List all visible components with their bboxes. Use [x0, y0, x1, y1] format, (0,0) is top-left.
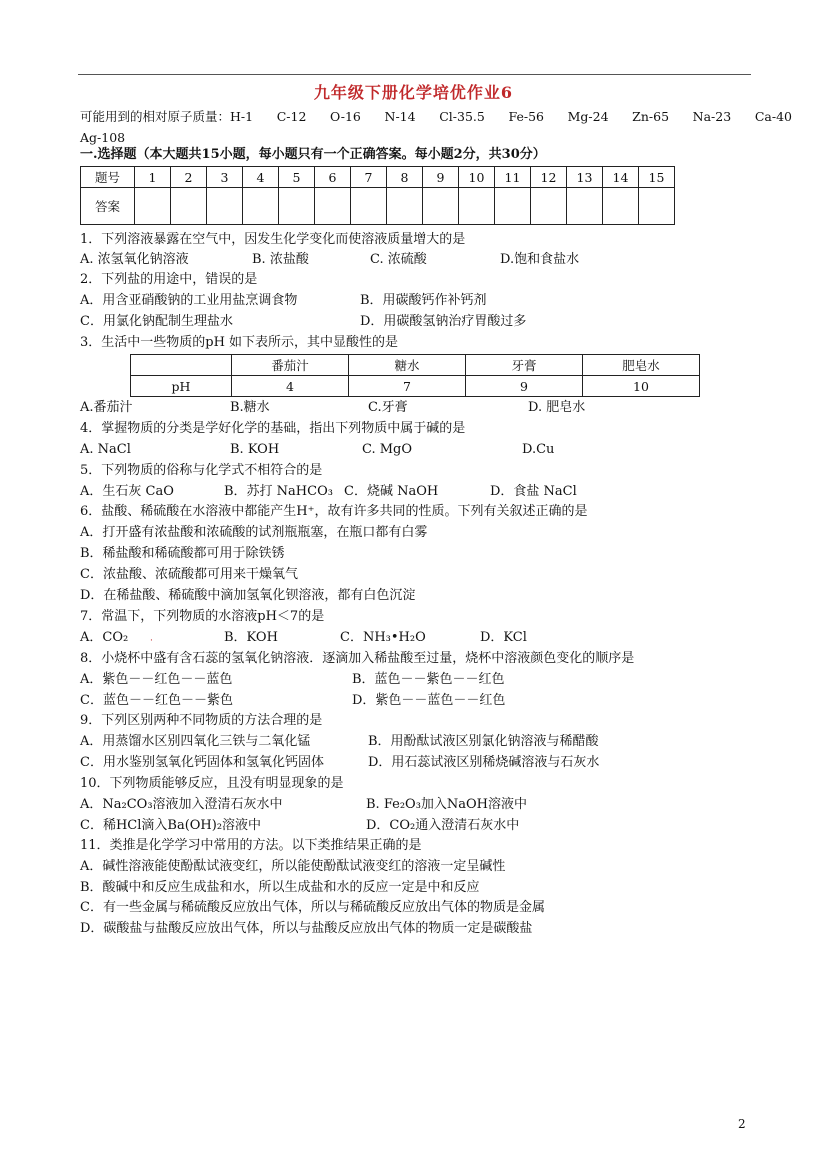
ph-table-header: 牙膏: [466, 355, 583, 376]
option-b: B. KOH: [230, 442, 280, 457]
question-6-stem: 6．盐酸、稀硫酸在水溶液中都能产生H⁺，故有许多共同的性质。下列有关叙述正确的是: [80, 504, 588, 519]
question-number: 11: [495, 167, 531, 188]
answer-cell[interactable]: [603, 188, 639, 225]
option-d: D．碳酸盐与盐酸反应放出气体，所以与盐酸反应放出气体的物质一定是碳酸盐: [80, 921, 533, 936]
option-a: A．打开盛有浓盐酸和浓硫酸的试剂瓶瓶塞，在瓶口都有白雾: [80, 525, 428, 540]
answer-cell[interactable]: [315, 188, 351, 225]
option-d: D．CO₂通入澄清石灰水中: [366, 818, 520, 833]
question-number: 8: [387, 167, 423, 188]
question-2-stem: 2．下列盐的用途中，错误的是: [80, 272, 258, 287]
option-a: A. 浓氢氧化钠溶液: [80, 252, 189, 267]
masses-label: 可能用到的相对原子质量：H-1: [80, 109, 254, 124]
mass-item: Cl-35.5: [439, 109, 485, 124]
atomic-masses: [80, 106, 792, 148]
option-a: A.番茄汁: [80, 400, 133, 415]
option-c: C．用氯化钠配制生理盐水: [80, 314, 233, 329]
question-number: 6: [315, 167, 351, 188]
option-b: B. Fe₂O₃加入NaOH溶液中: [366, 797, 528, 812]
ph-table-header: 肥皂水: [583, 355, 700, 376]
question-4-stem: 4．掌握物质的分类是学好化学的基础，指出下列物质中属于碱的是: [80, 421, 466, 436]
mass-item: Mg-24: [567, 109, 609, 124]
ph-value: 4: [232, 376, 349, 397]
option-c: C. MgO: [362, 442, 413, 457]
masses-wrap: Ag-108: [80, 130, 126, 145]
page-number: 2: [738, 1117, 746, 1131]
answer-cell[interactable]: [639, 188, 675, 225]
option-d: D．食盐 NaCl: [490, 484, 577, 499]
option-d: D.Cu: [522, 442, 555, 457]
mass-item: C-12: [276, 109, 307, 124]
ph-value: 9: [466, 376, 583, 397]
ph-table-corner: [131, 355, 232, 376]
option-d: D．在稀盐酸、稀硫酸中滴加氢氧化钡溶液，都有白色沉淀: [80, 588, 416, 603]
option-a: A．碱性溶液能使酚酞试液变红，所以能使酚酞试液变红的溶液一定呈碱性: [80, 859, 506, 874]
mass-item: O-16: [330, 109, 361, 124]
question-number: 2: [171, 167, 207, 188]
question-number: 9: [423, 167, 459, 188]
answer-cell[interactable]: [459, 188, 495, 225]
option-d: D．紫色－－蓝色－－红色: [352, 693, 506, 708]
option-d: D．用石蕊试液区别稀烧碱溶液与石灰水: [368, 755, 600, 770]
answer-cell[interactable]: [243, 188, 279, 225]
page-title: 九年级下册化学培优作业6: [313, 83, 514, 102]
mass-item: Ca-40: [754, 109, 792, 124]
question-3-stem: 3．生活中一些物质的pH 如下表所示，其中显酸性的是: [80, 335, 399, 350]
answer-cell[interactable]: [207, 188, 243, 225]
option-c: C．用水鉴别氢氧化钙固体和氢氧化钙固体: [80, 755, 324, 770]
ph-value: 7: [349, 376, 466, 397]
option-d: D. 肥皂水: [528, 400, 586, 415]
option-b: B．酸碱中和反应生成盐和水，所以生成盐和水的反应一定是中和反应: [80, 880, 480, 895]
question-number: 4: [243, 167, 279, 188]
red-mark: ·: [150, 636, 153, 646]
question-number: 12: [531, 167, 567, 188]
question-number: 14: [603, 167, 639, 188]
option-d: D．KCl: [480, 630, 527, 645]
answer-cell[interactable]: [279, 188, 315, 225]
answer-cell[interactable]: [135, 188, 171, 225]
option-b: B．KOH: [224, 630, 278, 645]
option-a: A．紫色－－红色－－蓝色: [80, 672, 233, 687]
option-a: A．用蒸馏水区别四氧化三铁与二氧化锰: [80, 734, 311, 749]
ph-table: [130, 354, 700, 397]
option-b: B．用碳酸钙作补钙剂: [360, 293, 487, 308]
option-a: A. NaCl: [80, 442, 131, 457]
answer-cell[interactable]: [495, 188, 531, 225]
question-number: 5: [279, 167, 315, 188]
question-8-stem: 8．小烧杯中盛有含石蕊的氢氧化钠溶液．逐滴加入稀盐酸至过量，烧杯中溶液颜色变化的顺序是: [80, 651, 635, 666]
answer-table-header: 题号: [81, 167, 135, 188]
option-b: B．苏打 NaHCO₃: [224, 484, 333, 499]
ph-value: 10: [583, 376, 700, 397]
mass-item: Na-23: [692, 109, 732, 124]
mass-item: Fe-56: [508, 109, 544, 124]
option-c: C. 浓硫酸: [370, 252, 427, 267]
ph-table-header: 糖水: [349, 355, 466, 376]
question-11-stem: 11．类推是化学学习中常用的方法。以下类推结果正确的是: [80, 838, 422, 853]
option-c: C．烧碱 NaOH: [344, 484, 439, 499]
option-c: C．浓盐酸、浓硫酸都可用来干燥氧气: [80, 567, 298, 582]
question-number: 7: [351, 167, 387, 188]
ph-table-header: 番茄汁: [232, 355, 349, 376]
ph-row-label: pH: [131, 376, 232, 397]
option-c: C．蓝色－－红色－－紫色: [80, 693, 233, 708]
answer-table: [80, 166, 675, 225]
option-b: B. 浓盐酸: [252, 252, 309, 267]
answer-cell[interactable]: [351, 188, 387, 225]
option-b: B．蓝色－－紫色－－红色: [352, 672, 505, 687]
option-b: B.糖水: [230, 400, 270, 415]
question-7-stem: 7．常温下，下列物质的水溶液pH＜7的是: [80, 609, 325, 624]
question-number: 10: [459, 167, 495, 188]
option-a: A．CO₂: [80, 630, 129, 645]
question-5-stem: 5．下列物质的俗称与化学式不相符合的是: [80, 463, 323, 478]
option-c: C．有一些金属与稀硫酸反应放出气体，所以与稀硫酸反应放出气体的物质是金属: [80, 900, 545, 915]
header-rule: [78, 74, 751, 75]
answer-label: 答案: [81, 188, 135, 225]
option-c: C.牙膏: [368, 400, 408, 415]
question-1-stem: 1．下列溶液暴露在空气中，因发生化学变化而使溶液质量增大的是: [80, 232, 466, 247]
option-b: B．稀盐酸和稀硫酸都可用于除铁锈: [80, 546, 285, 561]
mass-item: Zn-65: [632, 109, 670, 124]
option-a: A．用含亚硝酸钠的工业用盐烹调食物: [80, 293, 298, 308]
answer-cell[interactable]: [171, 188, 207, 225]
answer-cell[interactable]: [423, 188, 459, 225]
question-9-stem: 9．下列区别两种不同物质的方法合理的是: [80, 713, 323, 728]
mass-item: N-14: [384, 109, 416, 124]
option-b: B．用酚酞试液区别氯化钠溶液与稀醋酸: [368, 734, 599, 749]
question-10-stem: 10．下列物质能够反应，且没有明显现象的是: [80, 776, 344, 791]
section-heading: 一.选择题（本大题共15小题，每小题只有一个正确答案。每小题2分，共30分）: [80, 147, 546, 162]
answer-cell[interactable]: [387, 188, 423, 225]
option-d: D.饱和食盐水: [500, 252, 580, 267]
option-d: D．用碳酸氢钠治疗胃酸过多: [360, 314, 527, 329]
option-c: C．稀HCl滴入Ba(OH)₂溶液中: [80, 818, 262, 833]
question-number: 13: [567, 167, 603, 188]
answer-cell[interactable]: [531, 188, 567, 225]
option-a: A．生石灰 CaO: [80, 484, 174, 499]
option-a: A．Na₂CO₃溶液加入澄清石灰水中: [80, 797, 283, 812]
answer-cell[interactable]: [567, 188, 603, 225]
option-c: C．NH₃•H₂O: [340, 630, 426, 645]
question-number: 1: [135, 167, 171, 188]
question-number: 3: [207, 167, 243, 188]
question-number: 15: [639, 167, 675, 188]
